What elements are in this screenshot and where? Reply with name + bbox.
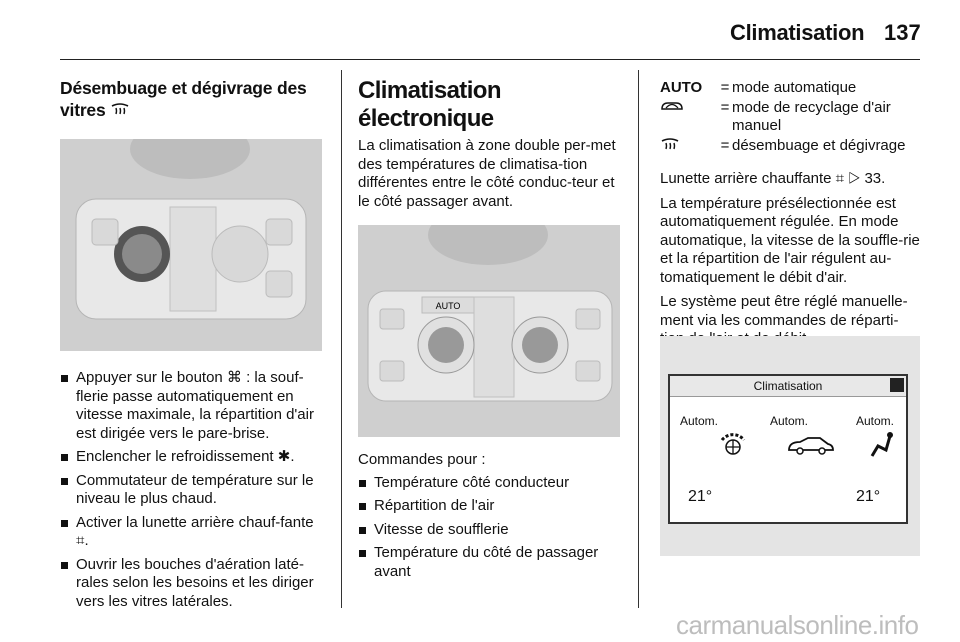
display-label-seat: Autom. — [856, 414, 895, 428]
column-2 — [358, 77, 620, 586]
legend-desc: mode automatique — [732, 79, 857, 96]
display-label-fan: Autom. — [680, 414, 719, 428]
recirculation-icon — [660, 99, 718, 136]
climate-display-screen — [668, 374, 908, 524]
fan-icon — [716, 430, 750, 464]
list-item: Activer la lunette arrière chauf-fante ⌗. — [60, 514, 328, 551]
legend-key-auto: AUTO — [660, 79, 703, 96]
legend-eq: = — [720, 79, 730, 96]
list-item: Appuyer sur le bouton ⌘ : la souf-flerie passe automatiquement en vitesse maximale, la répartition d'air est dirigée vers le pare-brise. — [60, 369, 328, 443]
auto-mode-paragraph: La température présélectionnée est automatiquement régulée. En mode automatique, la vitesse de la souffle-rie et la répartition de l'air régulent au-tomatiquement le débit d'air. — [660, 194, 920, 286]
display-title: Climatisation — [670, 376, 906, 397]
panel-auto-label: AUTO — [435, 301, 461, 311]
electronic-ac-panel-photo — [358, 225, 620, 437]
list-item: Enclencher le refroidissement ✱. — [60, 448, 328, 467]
page-header-title: Climatisation — [730, 20, 865, 45]
list-item: Ouvrir les bouches d'aération laté-rales selon les besoins et les diriger vers les vitres latérales. — [60, 556, 328, 612]
temperature-right: 21° — [856, 488, 881, 505]
defrost-steps-list — [60, 369, 328, 611]
defrost-icon — [660, 137, 718, 159]
rear-window-paragraph: Lunette arrière chauffante ⌗ ▷ 33. — [660, 170, 886, 187]
section-heading-defrost: Désembuage et dégivrage des vitres — [60, 78, 307, 120]
list-item: Température du côté de passager avant — [358, 544, 620, 581]
legend-eq: = — [720, 98, 730, 116]
legend-eq: = — [720, 136, 730, 154]
display-label-distribution: Autom. — [770, 414, 809, 428]
column-divider-2 — [638, 70, 639, 608]
car-icon — [786, 434, 836, 458]
controls-list — [358, 474, 620, 582]
column-divider-1 — [341, 70, 342, 608]
list-item: Vitesse de soufflerie — [358, 521, 620, 540]
watermark: carmanualsonline.info — [676, 610, 919, 640]
legend-desc: désembuage et dégivrage — [732, 136, 906, 154]
column-3 — [660, 77, 922, 355]
header-rule — [60, 59, 920, 60]
section-heading-electronic-ac: Climatisation électronique — [358, 77, 501, 132]
page-number: 137 — [884, 20, 921, 45]
settings-icon — [890, 378, 904, 392]
controls-label: Commandes pour : — [358, 451, 486, 468]
column-1 — [60, 77, 328, 616]
list-item: Répartition de l'air — [358, 497, 620, 516]
list-item: Commutateur de température sur le niveau le plus chaud. — [60, 472, 328, 509]
defrost-icon — [110, 102, 130, 118]
intro-paragraph: La climatisation à zone double per-met des températures de climatisa-tion différentes entre le côté conduc-teur et le côté passager avant. — [358, 137, 616, 210]
seat-airflow-icon — [866, 430, 896, 460]
symbol-legend — [660, 79, 922, 158]
temperature-left: 21° — [688, 488, 713, 505]
climate-display-image — [660, 336, 920, 556]
legend-desc: mode de recyclage d'air manuel — [732, 98, 891, 134]
list-item: Température côté conducteur — [358, 474, 620, 493]
control-panel-photo — [60, 139, 322, 351]
manual-mode-paragraph: Le système peut être réglé manuelle-ment via les commandes de réparti- — [660, 293, 908, 329]
